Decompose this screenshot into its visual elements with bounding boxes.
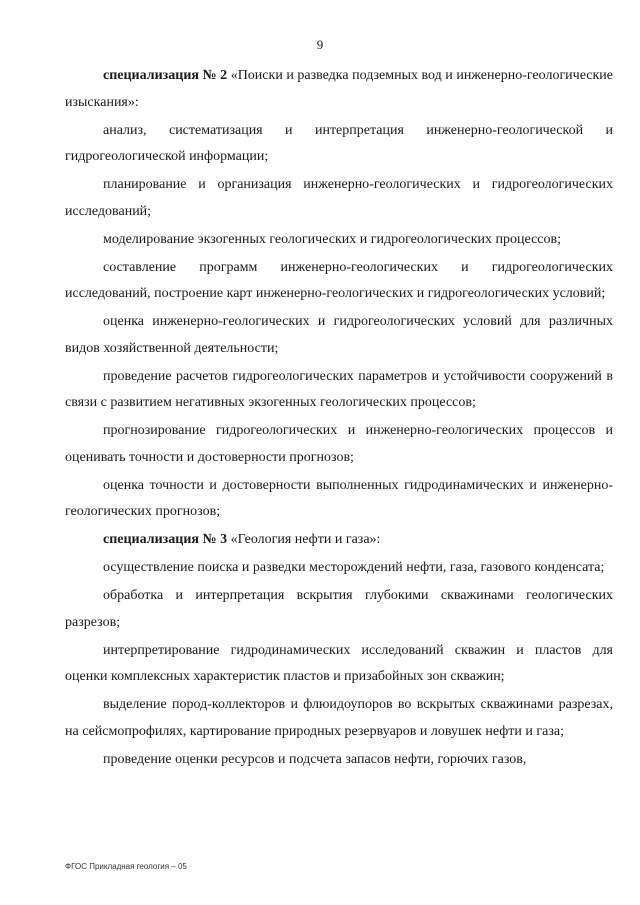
paragraph — [65, 583, 613, 636]
paragraph — [65, 692, 613, 745]
paragraph — [65, 418, 613, 471]
paragraph — [65, 118, 613, 171]
paragraph-text: моделирование экзогенных геологических и гидрогеологических процессов; — [103, 231, 562, 247]
paragraph — [65, 172, 613, 225]
document-body — [65, 63, 613, 775]
paragraph-text: обработка и интерпретация вскрытия глубокими скважинами геологических разрезов; — [65, 588, 613, 630]
paragraph-text: осуществление поиска и разведки месторождений нефти, газа, газового конденсата; — [103, 560, 605, 575]
paragraph-specialization-2 — [65, 63, 613, 116]
paragraph-text: «Геология нефти и газа»: — [227, 532, 381, 547]
paragraph-text: проведение оценки ресурсов и подсчета запасов нефти, горючих газов, — [103, 751, 527, 767]
paragraph — [65, 255, 613, 308]
page-footer: ФГОС Прикладная геология – 05 — [65, 862, 187, 871]
paragraph-text: планирование и организация инженерно-геологических и гидрогеологических исследований; — [65, 177, 613, 219]
paragraph-text: выделение пород-коллекторов и флюидоупоров во вскрытых скважинами разрезах, на сейсмопрофилях, картирование природных резервуаров и ловушек нефти и газа; — [65, 697, 613, 739]
paragraph — [65, 747, 613, 774]
paragraph-text: анализ, систематизация и интерпретация инженерно-геологической и гидрогеологической информации; — [65, 122, 613, 164]
paragraph-text: «Поиски и разведка подземных вод и инженерно-геологические изыскания»: — [65, 68, 614, 110]
paragraph-text: интерпретирование гидродинамических исследований скважин и пластов для оценки комплексных характеристик пластов и призабойных зон скважин; — [65, 642, 613, 684]
specialization-heading: специализация № 3 — [103, 532, 228, 547]
paragraph — [65, 473, 613, 526]
paragraph-text: прогнозирование гидрогеологических и инженерно-геологических процессов и оценивать точности и достоверности прогнозов; — [65, 423, 613, 465]
paragraph-text: проведение расчетов гидрогеологических параметров и устойчивости сооружений в связи с развитием негативных экзогенных геологических процессов; — [65, 368, 613, 410]
paragraph-text: оценка точности и достоверности выполненных гидродинамических и инженерно-геологических прогнозов; — [65, 477, 613, 519]
paragraph — [65, 638, 613, 691]
paragraph — [65, 309, 613, 362]
paragraph-text: составление программ инженерно-геологических и гидрогеологических исследований, построение карт инженерно-геологических и гидрогеологических условий; — [65, 259, 613, 301]
paragraph — [65, 555, 613, 582]
paragraph-specialization-3 — [65, 527, 613, 554]
page-number: 9 — [316, 37, 324, 52]
specialization-heading: специализация № 2 — [103, 68, 228, 83]
paragraph-text: оценка инженерно-геологических и гидрогеологических условий для различных видов хозяйственной деятельности; — [65, 314, 613, 356]
paragraph — [65, 227, 613, 254]
paragraph — [65, 364, 613, 417]
